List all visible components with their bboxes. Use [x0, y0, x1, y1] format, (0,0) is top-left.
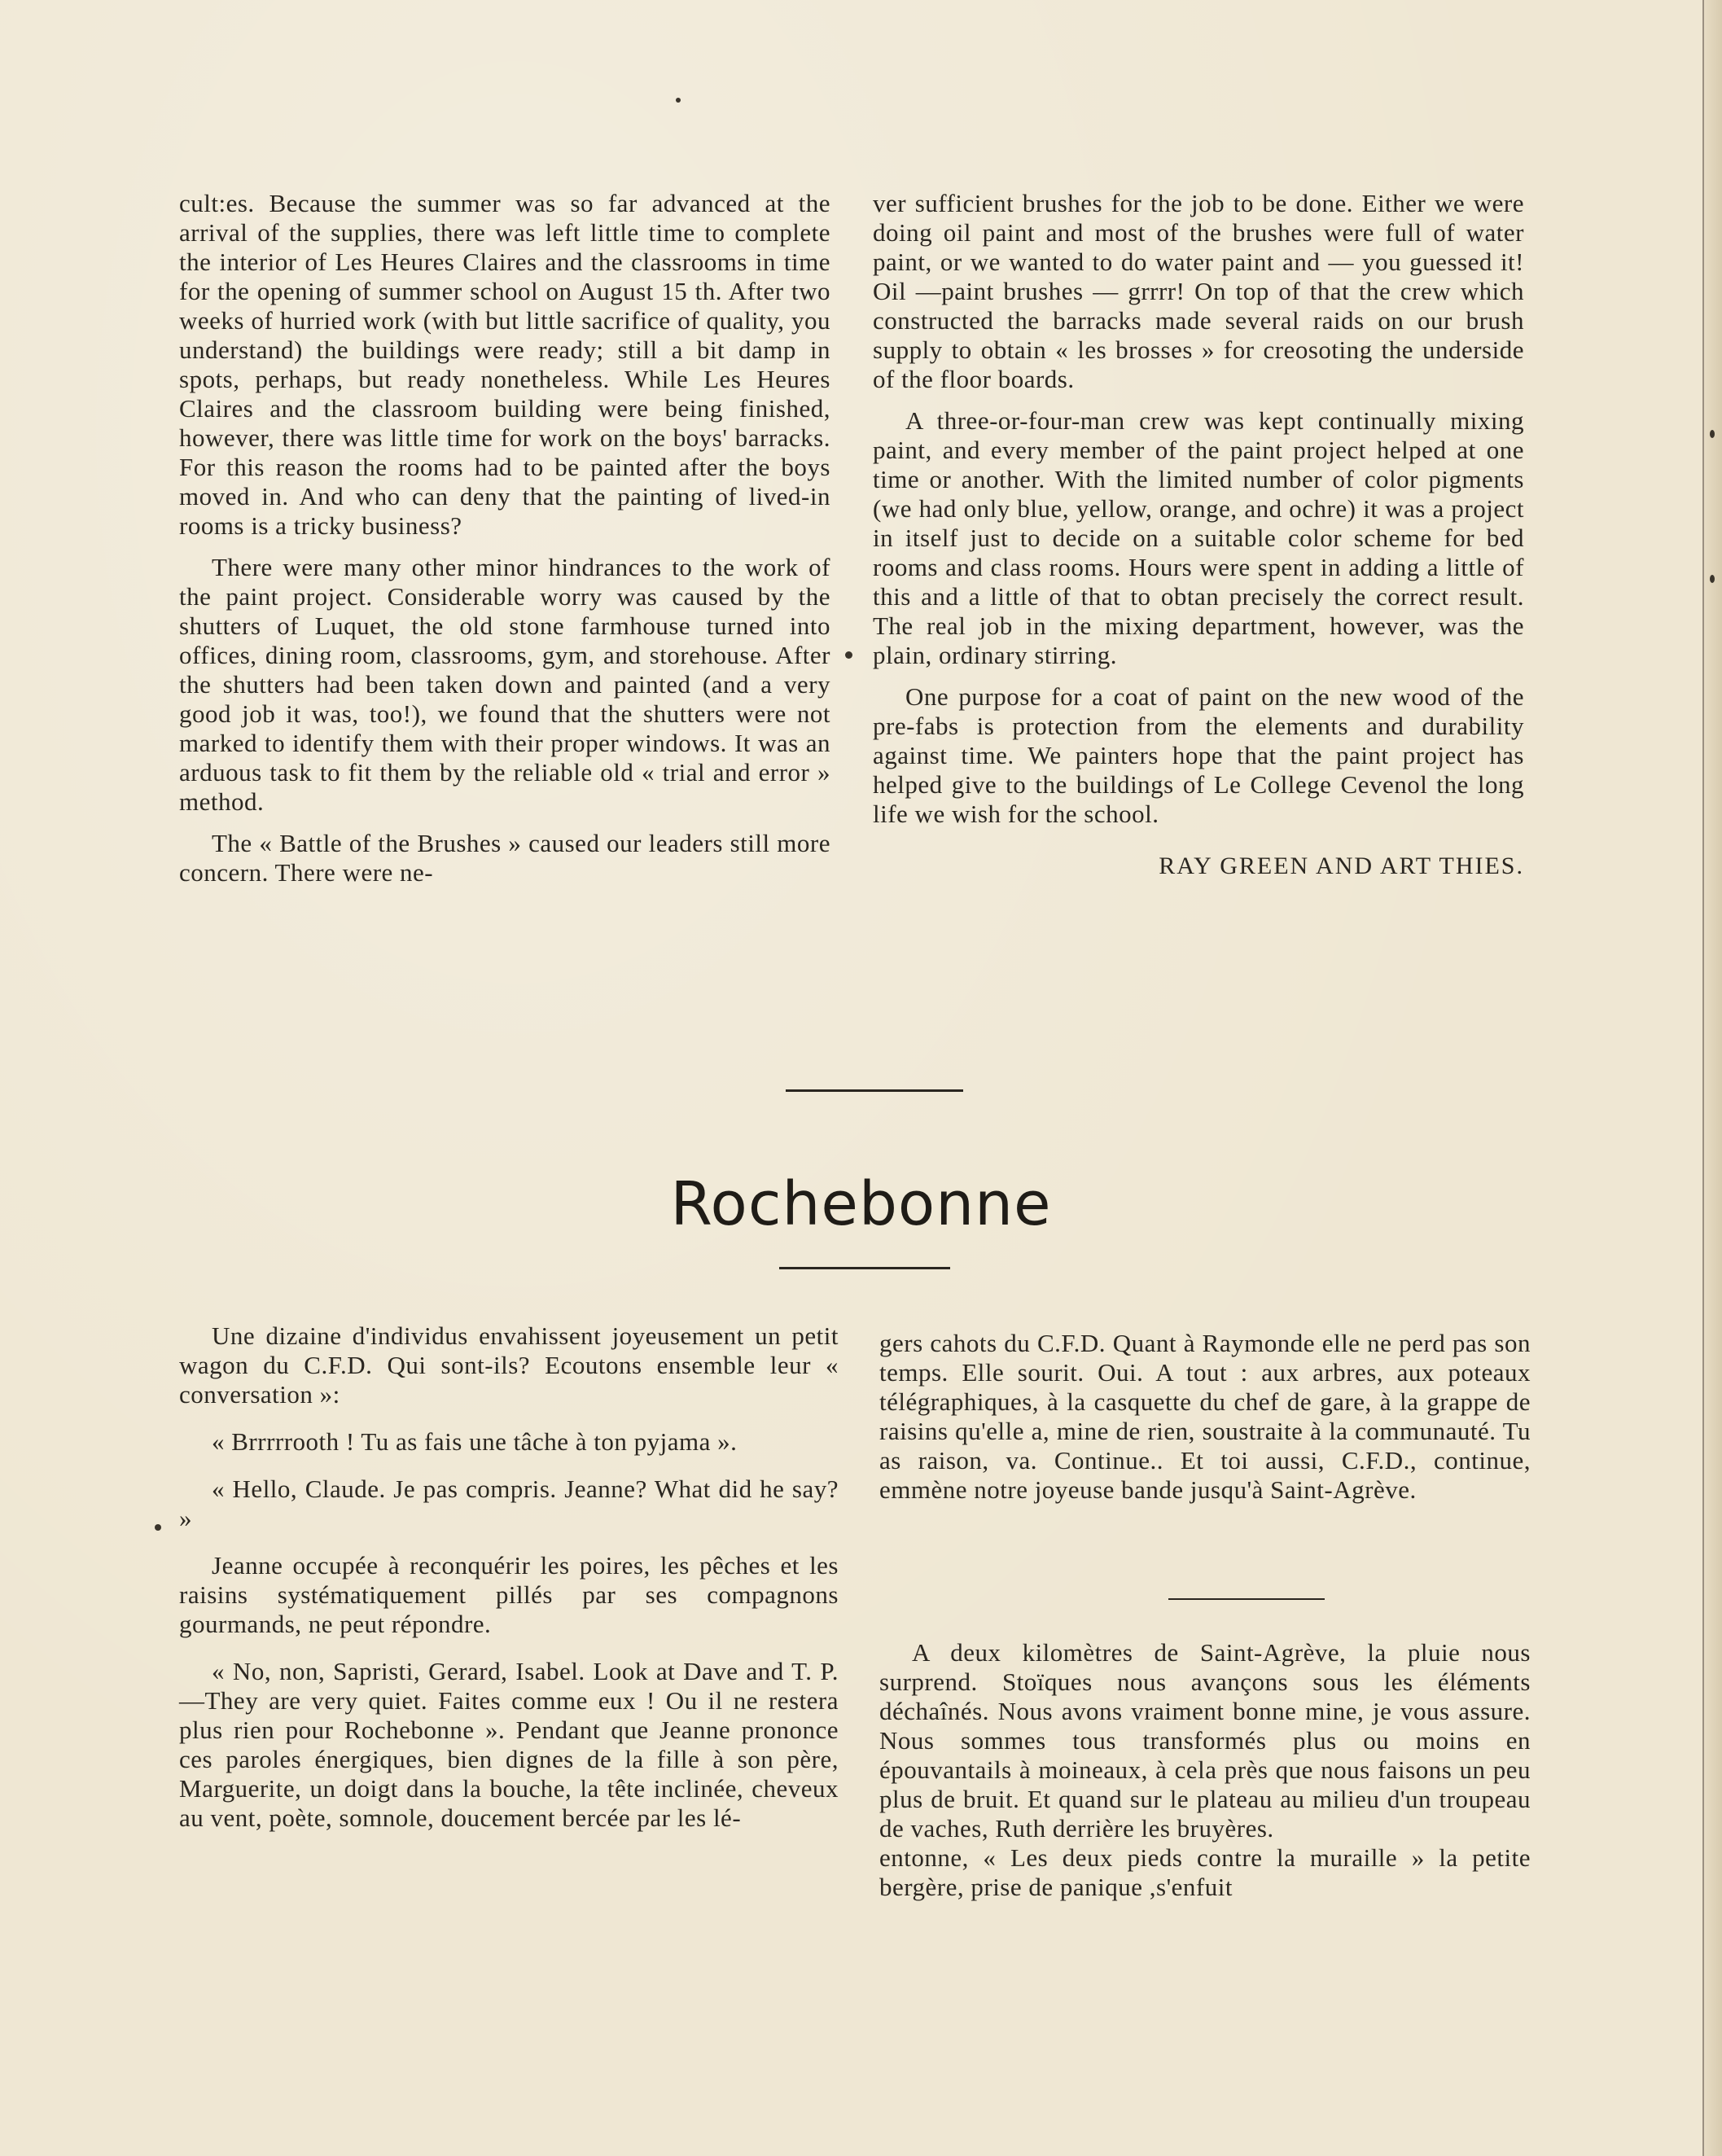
- print-speck: [1710, 575, 1715, 583]
- article-paragraph: cult:es. Because the summer was so far advanced at the arrival of the supplies, there was left little time to complete the interior of Les Heures Claires and the classrooms in time for the opening of summer school on August 15 th. After two weeks of hurried work (with but little sacrifice of quality, you understand) the buildings were ready; still a bit damp in spots, perhaps, but ready nonetheless. While Les Heures Claires and the classroom building were being finished, however, there was little time for work on the boys' barracks. For this reason the rooms had to be painted after the boys moved in. And who can deny that the painting of lived-in rooms is a tricky business?: [179, 189, 830, 540]
- print-speck: [845, 651, 852, 659]
- article-paragraph: There were many other minor hindrances to the work of the paint project. Considerable worry was caused by the shutters of Luquet, the old stone farmhouse turned into offices, dining room, classrooms, gym, and storehouse. After the shutters had been taken down and painted (and a very good job it was, too!), we found that the shutters were not marked to identify them with their proper windows. It was an arduous task to fit them by the reliable old « trial and error » method.: [179, 553, 830, 816]
- article-signature: RAY GREEN AND ART THIES.: [1159, 852, 1524, 879]
- rochebonne-column-right-continued: [879, 1638, 1531, 1914]
- article-paragraph: A three-or-four-man crew was kept continually mixing paint, and every member of the paint project helped at one time or another. With the limited number of color pigments (we had only blue, yellow, orange, and ochre) it was a project in itself just to decide on a suitable color scheme for bed rooms and class rooms. Hours were spent in adding a little of this and a little of that to obtan precisely the correct result. The real job in the mixing department, however, was the plain, ordinary stirring.: [873, 406, 1524, 669]
- print-speck: [676, 98, 681, 103]
- rochebonne-paragraph: « Brrrrrooth ! Tu as fais une tâche à ton pyjama ».: [212, 1427, 738, 1456]
- page-edge: [1702, 0, 1722, 2156]
- article-paragraph: One purpose for a coat of paint on the new wood of the pre-fabs is protection from the elements and durability against time. We painters hope that the paint project has helped give to the buildings of Le College Cevenol the long life we wish for the school.: [873, 682, 1524, 828]
- rochebonne-paragraph: gers cahots du C.F.D. Quant à Raymonde elle ne perd pas son temps. Elle sourit. Oui. A tout : aux arbres, aux poteaux télégraphiques, à la casquette du chef de gare, à la grappe de raisins qu'elle a, mine de rien, soustraite à la communauté. Tu as raison, va. Continue.. Et toi aussi, C.F.D., continue, emmène notre joyeuse bande jusqu'à Saint-Agrève.: [879, 1329, 1531, 1504]
- rochebonne-paragraph: A deux kilomètres de Saint-Agrève, la pluie nous surprend. Stoïques nous avançons sous les éléments déchaînés. Nous avons vraiment bonne mine, je vous assure. Nous sommes tous transformés plus ou moins en épouvantails à moineaux, à cela près que nous faisons un peu plus de bruit. Et quand sur le plateau au milieu d'un troupeau de vaches, Ruth derrière les bruyères.: [879, 1638, 1531, 1843]
- section-divider-top: [786, 1089, 963, 1092]
- print-speck: [1710, 430, 1715, 438]
- rochebonne-divider: [1168, 1598, 1325, 1600]
- rochebonne-column-left: [179, 1321, 839, 1845]
- article-column-left: [179, 189, 830, 900]
- rochebonne-paragraph: Une dizaine d'individus envahissent joyeusement un petit wagon du C.F.D. Qui sont-ils? Ecoutons ensemble leur « conversation »:: [179, 1321, 839, 1409]
- article-paragraph: ver sufficient brushes for the job to be done. Either we were doing oil paint and most of the brushes were full of water paint, or we wanted to do water paint and — you guessed it! Oil —paint brushes — grrrr! On top of that the crew which constructed the barracks made several raids on our brush supply to obtain « les brosses » for creosoting the underside of the floor boards.: [873, 189, 1524, 393]
- rochebonne-paragraph: « No, non, Sapristi, Gerard, Isabel. Look at Dave and T. P.—They are very quiet. Faites comme eux ! Ou il ne restera plus rien pour Rochebonne ». Pendant que Jeanne prononce ces paroles énergiques, bien dignes de la fille à son père, Marguerite, un doigt dans la bouche, la tête inclinée, cheveux au vent, poète, somnole, doucement bercée par les lé-: [179, 1657, 839, 1832]
- rochebonne-column-right: [879, 1329, 1531, 1517]
- print-speck: [155, 1524, 161, 1531]
- rochebonne-paragraph: « Hello, Claude. Je pas compris. Jeanne? What did he say? »: [179, 1475, 839, 1532]
- article-column-right: [873, 189, 1524, 893]
- article-paragraph: The « Battle of the Brushes » caused our leaders still more concern. There were ne-: [179, 829, 830, 887]
- section-title-underline: [779, 1267, 950, 1269]
- rochebonne-paragraph: Jeanne occupée à reconquérir les poires, les pêches et les raisins systématiquement pillés par ses compagnons gourmands, ne peut répondre.: [179, 1551, 839, 1638]
- section-title: Rochebonne: [670, 1169, 1052, 1239]
- rochebonne-paragraph: entonne, « Les deux pieds contre la muraille » la petite bergère, prise de panique ,s'enfuit: [879, 1843, 1531, 1901]
